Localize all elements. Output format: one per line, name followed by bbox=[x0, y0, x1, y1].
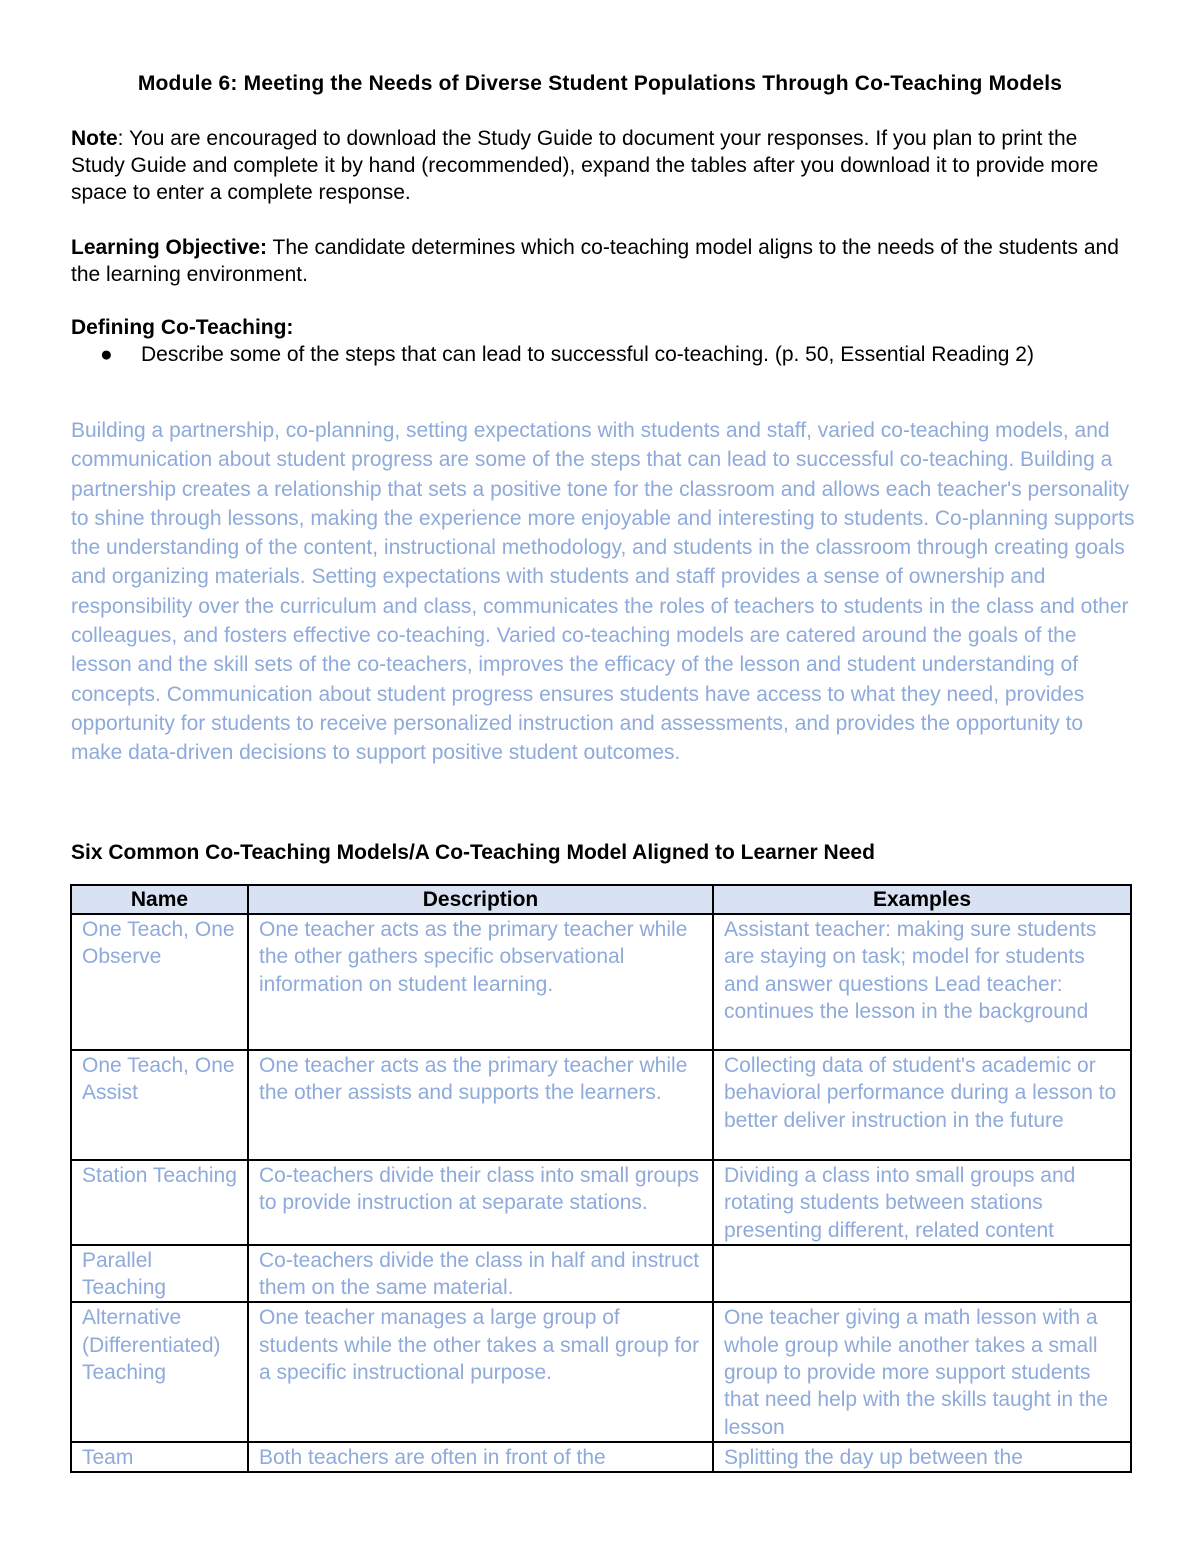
table-row bbox=[71, 1050, 1131, 1160]
table-row bbox=[71, 1302, 1131, 1441]
co-teaching-models-table bbox=[70, 884, 1132, 1473]
row-examples: Assistant teacher: making sure students are staying on task; model for students and answer questions Lead teacher: continues the lesson in the background bbox=[713, 914, 1131, 1050]
note-paragraph bbox=[71, 125, 1131, 206]
header-examples: Examples bbox=[713, 885, 1131, 914]
row-name: Team bbox=[71, 1442, 248, 1472]
objective-label: Learning Objective: bbox=[71, 236, 268, 259]
row-name: One Teach, One Observe bbox=[71, 914, 248, 1050]
header-name: Name bbox=[71, 885, 248, 914]
page-title: Module 6: Meeting the Needs of Diverse Student Populations Through Co-Teaching Models bbox=[137, 72, 1063, 95]
table-row bbox=[71, 1245, 1131, 1303]
row-description: Both teachers are often in front of the bbox=[248, 1442, 713, 1472]
row-name: Station Teaching bbox=[71, 1160, 248, 1245]
objective-text: The candidate determines which co-teaching model aligns to the needs of the students and the learning environment. bbox=[71, 236, 1119, 286]
table-row bbox=[71, 914, 1131, 1050]
row-description: Co-teachers divide their class into small groups to provide instruction at separate stations. bbox=[248, 1160, 713, 1245]
table-header-row bbox=[71, 885, 1131, 914]
bullet-dot-icon: ● bbox=[100, 343, 113, 366]
row-description: One teacher manages a large group of students while the other takes a small group for a specific instructional purpose. bbox=[248, 1302, 713, 1441]
bullet-text: Describe some of the steps that can lead to successful co-teaching. (p. 50, Essential Reading 2) bbox=[141, 343, 1034, 366]
header-description: Description bbox=[248, 885, 713, 914]
table-heading: Six Common Co-Teaching Models/A Co-Teaching Model Aligned to Learner Need bbox=[71, 841, 875, 864]
row-description: One teacher acts as the primary teacher while the other gathers specific observational information on student learning. bbox=[248, 914, 713, 1050]
row-description: One teacher acts as the primary teacher while the other assists and supports the learners. bbox=[248, 1050, 713, 1160]
row-description: Co-teachers divide the class in half and instruct them on the same material. bbox=[248, 1245, 713, 1303]
row-examples: One teacher giving a math lesson with a whole group while another takes a small group to provide more support students that need help with the skills taught in the lesson bbox=[713, 1302, 1131, 1441]
row-examples: Splitting the day up between the bbox=[713, 1442, 1131, 1472]
objective-paragraph bbox=[71, 234, 1131, 288]
table-row bbox=[71, 1160, 1131, 1245]
defining-heading: Defining Co-Teaching: bbox=[71, 316, 294, 339]
row-examples bbox=[713, 1245, 1131, 1303]
row-examples: Collecting data of student's academic or behavioral performance during a lesson to better deliver instruction in the future bbox=[713, 1050, 1131, 1160]
note-label: Note bbox=[71, 127, 118, 150]
row-name: Alternative (Differentiated) Teaching bbox=[71, 1302, 248, 1441]
row-name: Parallel Teaching bbox=[71, 1245, 248, 1303]
table-row bbox=[71, 1442, 1131, 1472]
note-text: : You are encouraged to download the Study Guide to document your responses. If you plan to print the Study Guide and complete it by hand (recommended), expand the tables after you download it to provide more space to enter a complete response. bbox=[71, 127, 1099, 204]
row-examples: Dividing a class into small groups and rotating students between stations presenting different, related content bbox=[713, 1160, 1131, 1245]
answer-paragraph: Building a partnership, co-planning, setting expectations with students and staff, varied co-teaching models, and communication about student progress are some of the steps that can lead to successful co-teaching. Building a partnership creates a relationship that sets a positive tone for the classroom and allows each teacher's personality to shine through lessons, making the experience more enjoyable and interesting to students. Co-planning supports the understanding of the content, instructional methodology, and students in the classroom through creating goals and organizing materials. Setting expectations with students and staff provides a sense of ownership and responsibility over the curriculum and class, communicates the roles of teachers to students in the class and other colleagues, and fosters effective co-teaching. Varied co-teaching models are catered around the goals of the lesson and the skill sets of the co-teachers, improves the efficacy of the lesson and student understanding of concepts. Communication about student progress ensures students have access to what they need, provides opportunity for students to receive personalized instruction and assessments, and provides the opportunity to make data-driven decisions to support positive student outcomes. bbox=[71, 419, 1135, 765]
row-name: One Teach, One Assist bbox=[71, 1050, 248, 1160]
